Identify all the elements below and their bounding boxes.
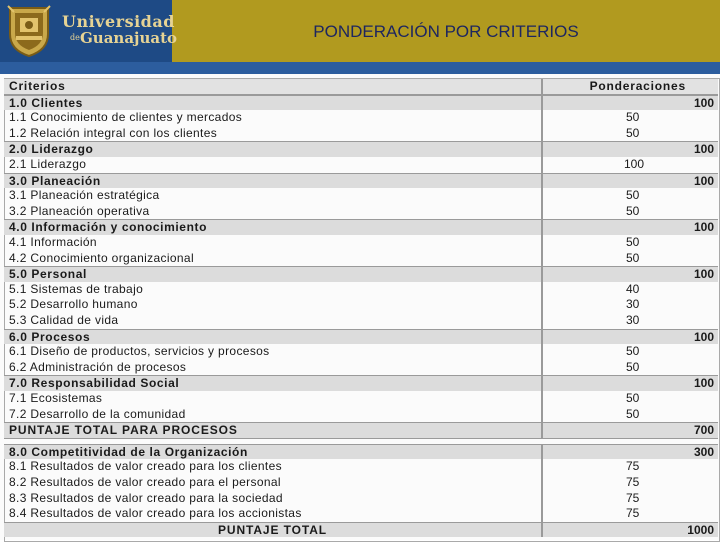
item-row [4,235,718,251]
section-row-value: 100 [541,174,718,189]
section-row [4,95,718,111]
item-row-value: 30 [541,297,718,313]
item-row-label: 8.4 Resultados de valor creado para los accionistas [9,506,302,521]
item-row [4,157,718,173]
item-row [4,459,718,475]
item-row-value: 75 [541,491,718,507]
item-row-label: 6.1 Diseño de productos, servicios y procesos [9,344,270,359]
subtotal-row [4,422,718,438]
item-row-value: 50 [541,126,718,142]
item-row [4,391,718,407]
item-row [4,475,718,491]
item-row-label: 8.3 Resultados de valor creado para la sociedad [9,490,283,505]
item-row-label: 4.1 Información [9,235,97,249]
item-row-value: 50 [541,360,718,376]
section-row-label: 7.0 Responsabilidad Social [9,376,180,391]
header-bar [0,0,720,62]
item-row-value: 75 [541,506,718,522]
crest-icon [6,4,52,58]
section-row-value: 100 [541,267,718,282]
item-row-value: 50 [541,110,718,126]
item-row-label: 5.1 Sistemas de trabajo [9,281,144,296]
section-row-value: 100 [541,330,718,345]
page-title: PONDERACIÓN POR CRITERIOS [313,22,579,41]
table-header-value: Ponderaciones [541,79,718,94]
section-row-label: 3.0 Planeación [9,173,101,188]
subtotal-row-value: 700 [541,423,718,438]
section-row-label: 4.0 Información y conocimiento [9,220,208,235]
section-row [4,141,718,157]
criteria-table [0,74,720,540]
item-row-label: 1.1 Conocimiento de clientes y mercados [9,110,243,125]
university-city: Guanajuato [80,29,178,47]
item-row [4,407,718,423]
item-row-value: 75 [541,475,718,491]
section-row-value: 300 [541,445,718,460]
table-header-label: Criterios [9,79,66,93]
item-row-value: 50 [541,391,718,407]
item-row [4,344,718,360]
item-row-value: 50 [541,251,718,267]
item-row [4,491,718,507]
item-row-label: 1.2 Relación integral con los clientes [9,125,218,140]
item-row-value: 40 [541,282,718,298]
section-row-label: 6.0 Procesos [9,329,91,344]
section-row [4,266,718,282]
section-row [4,329,718,345]
item-row [4,188,718,204]
item-row-label: 6.2 Administración de procesos [9,359,187,374]
item-row [4,360,718,376]
item-row-value: 50 [541,407,718,423]
item-row [4,506,718,522]
item-row [4,110,718,126]
item-row-label: 3.2 Planeación operativa [9,203,150,218]
divider-bar [0,62,720,74]
item-row [4,282,718,298]
item-row-label: 8.2 Resultados de valor creado para el personal [9,475,281,489]
item-row-value: 50 [541,188,718,204]
section-row [4,444,718,460]
item-row-label: 7.2 Desarrollo de la comunidad [9,406,186,421]
section-row-label: 2.0 Liderazgo [9,142,94,157]
subtotal-row-label: PUNTAJE TOTAL PARA PROCESOS [9,423,238,438]
item-row [4,313,718,329]
item-row [4,126,718,142]
section-row [4,219,718,235]
item-row [4,251,718,267]
item-row-label: 8.1 Resultados de valor creado para los clientes [9,459,282,474]
item-row-label: 7.1 Ecosistemas [9,391,103,405]
item-row-label: 5.3 Calidad de vida [9,313,119,327]
item-row-value: 50 [541,235,718,251]
grand-total-row-label: PUNTAJE TOTAL [217,522,328,537]
section-row-value: 100 [541,376,718,391]
item-row-label: 3.1 Planeación estratégica [9,188,160,203]
university-de: de [70,33,80,42]
item-row-value: 100 [541,157,718,173]
section-row-label: 1.0 Clientes [9,95,83,110]
table-header [4,79,718,95]
section-row [4,173,718,189]
item-row [4,297,718,313]
section-row-label: 8.0 Competitividad de la Organización [9,444,248,459]
section-row-value: 100 [541,220,718,235]
item-row-value: 50 [541,344,718,360]
university-logo [0,0,178,62]
item-row-value: 30 [541,313,718,329]
grand-total-row [4,522,718,538]
university-name: Universidad [62,12,175,31]
item-row-value: 75 [541,459,718,475]
section-row-value: 100 [541,142,718,157]
grand-total-row-value: 1000 [541,523,718,538]
section-row-value: 100 [541,96,718,111]
item-row-label: 4.2 Conocimiento organizacional [9,250,194,265]
item-row-value: 50 [541,204,718,220]
section-row-label: 5.0 Personal [9,267,87,282]
item-row-label: 2.1 Liderazgo [9,157,87,171]
item-row-label: 5.2 Desarrollo humano [9,297,138,312]
item-row [4,204,718,220]
section-row [4,375,718,391]
